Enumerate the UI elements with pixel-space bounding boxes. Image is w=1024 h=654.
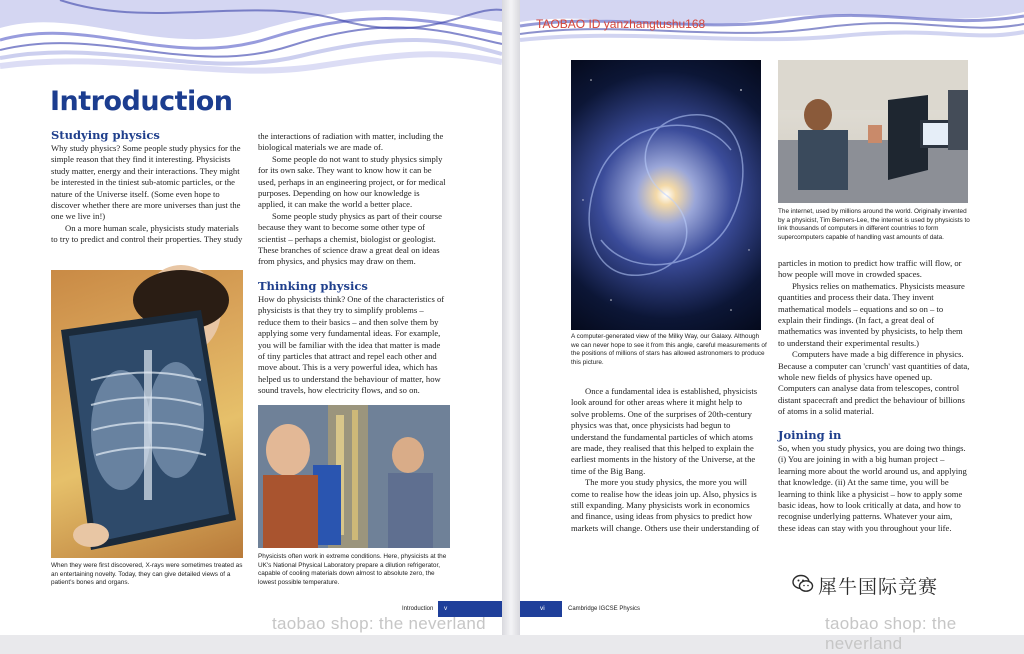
paragraph: Computers have made a big difference in physics. Because a computer can 'crunch' vast quantities of data, whole new fields of physics have opened up. Computers can analyse data from telescopes, control distant spacecraft and predict the behaviour of billions of atoms in a solid material.: [778, 349, 970, 417]
decorative-swirl-header: [0, 0, 502, 80]
paragraph: Once a fundamental idea is established, physicists look around for other areas where it might help to solve problems. One of the surprises of 20th-century physics was that, once physicists had begun to understand the fundamental particles of which atoms are made, they realised that this helped to explain the earliest moments in the history of the Universe, at the time of the Big Bang.: [571, 386, 758, 476]
studying-col2: [258, 131, 448, 268]
paragraph: Some people do not want to study physics simply for its own sake. They want to know how it can be used, perhaps in an engineering project, or for medical purposes. Depending on how our knowledge is applied, it can make the world a better place.: [258, 153, 446, 210]
paragraph: How do physicists think? One of the characteristics of physicists is that they try to simplify problems – reduce them to their basics – and then solve them by applying some very fundamental ideas. For example, you will be familiar with the idea that matter is made of tiny particles that attract and repel each other and move about. This is a very powerful idea, which has helped us to understand the behaviour of matter, how sound travels, how electricity flows, and so on.: [258, 294, 445, 396]
lab-photo: [258, 405, 450, 548]
watermark: taobao shop: the neverland: [825, 614, 957, 653]
lab-illustration: [258, 405, 450, 548]
paragraph: The more you study physics, the more you will come to realise how the ideas join up. Also, physics is still expanding. Many physicists work in economics and finance, using ideas from physics to predict how markets will change. Others use their understanding of: [571, 477, 760, 533]
section-heading-studying: Studying physics: [51, 128, 160, 142]
xray-illustration: [51, 270, 243, 558]
right-page: [520, 0, 1024, 653]
right-col2: [778, 258, 970, 418]
footer-bar: [520, 601, 562, 617]
paragraph: On a more human scale, physicists study materials to try to predict and control their properties. They study: [51, 222, 243, 245]
footer-section-label: Introduction: [402, 606, 434, 612]
paragraph: the interactions of radiation with matter, including the biological materials we are made of.: [258, 131, 444, 153]
taobao-id-label: TAOBAO ID yanzhangtushu168: [536, 17, 706, 31]
page-title: Introduction: [50, 86, 233, 117]
thinking-text: [258, 294, 448, 397]
page-gutter: [502, 0, 520, 635]
xray-caption: When they were first discovered, X-rays were sometimes treated as an entertaining novelty. Today, they can give detailed views of a patient's bones and organs.: [51, 562, 243, 587]
xray-photo: [51, 270, 243, 558]
footer-book-label: Cambridge IGCSE Physics: [568, 606, 641, 612]
left-page: [0, 0, 502, 635]
paragraph: particles in motion to predict how traffic will flow, or how people will move in crowded spaces.: [778, 258, 962, 280]
paragraph: Why study physics? Some people study physics for the simple reason that they find it interesting. Physicists study matter, energy and their interactions. They might be interested in the tiniest sub-atomic particles, or the nature of the Universe itself. (Some even hope to discover whether there are more universes than just the one we live in!): [51, 143, 241, 222]
section-heading-joining: Joining in: [778, 428, 842, 442]
lab-caption: Physicists often work in extreme conditions. Here, physicists at the UK's National Physical Laboratory prepare a dilution refrigerator, capable of cooling materials down almost to absolute zero, the lowest possible temperature.: [258, 553, 447, 586]
paragraph: Some people study physics as part of their course because they want to become some other type of scientist – perhaps a chemist, biologist or geologist. These branches of science draw a great deal on ideas from physics, and physics may draw on them.: [258, 210, 442, 267]
wechat-icon: [792, 574, 814, 594]
galaxy-image: [571, 60, 761, 330]
internet-caption: The internet, used by millions around the world. Originally invented by a physicist, Tim Berners-Lee, the internet is used by physicists to link thousands of computers in different countries to form supercomputers capable of handling vast amounts of data.: [778, 208, 970, 241]
internet-photo: [778, 60, 968, 203]
paragraph: Physics relies on mathematics. Physicists measure quantities and process their data. They invent mathematical models – equations and so on – to explain their findings. (In fact, a great deal of mathematics was invented by physicists, to help them to understand their experimental results.): [778, 280, 965, 348]
internet-illustration: [778, 60, 968, 203]
paragraph: So, when you study physics, you are doing two things. (i) You are joining in with a big human project – learning more about the world around us, and applying that knowledge. (ii) At the same time, you will be learning to think like a physicist – how to apply some basic ideas, how to look critically at data, and how to recognise underlying patterns. Whatever your aim, these ideas can stay with you throughout your life.: [778, 443, 967, 533]
galaxy-caption: A computer-generated view of the Milky Way, our Galaxy. Although we can never hope to see it from this angle, careful measurements of the positions of millions of stars has allowed astronomers to produce this picture.: [571, 333, 767, 366]
joining-text: [778, 443, 970, 534]
studying-col1: [51, 143, 247, 246]
page-number: v: [444, 605, 448, 612]
watermark: taobao shop: the neverland: [272, 614, 486, 633]
page-number: vi: [540, 605, 545, 612]
section-heading-thinking: Thinking physics: [258, 279, 368, 293]
galaxy-illustration: [571, 60, 761, 330]
right-col1: [571, 386, 761, 534]
wechat-account-label: 犀牛国际竞赛: [818, 576, 939, 598]
